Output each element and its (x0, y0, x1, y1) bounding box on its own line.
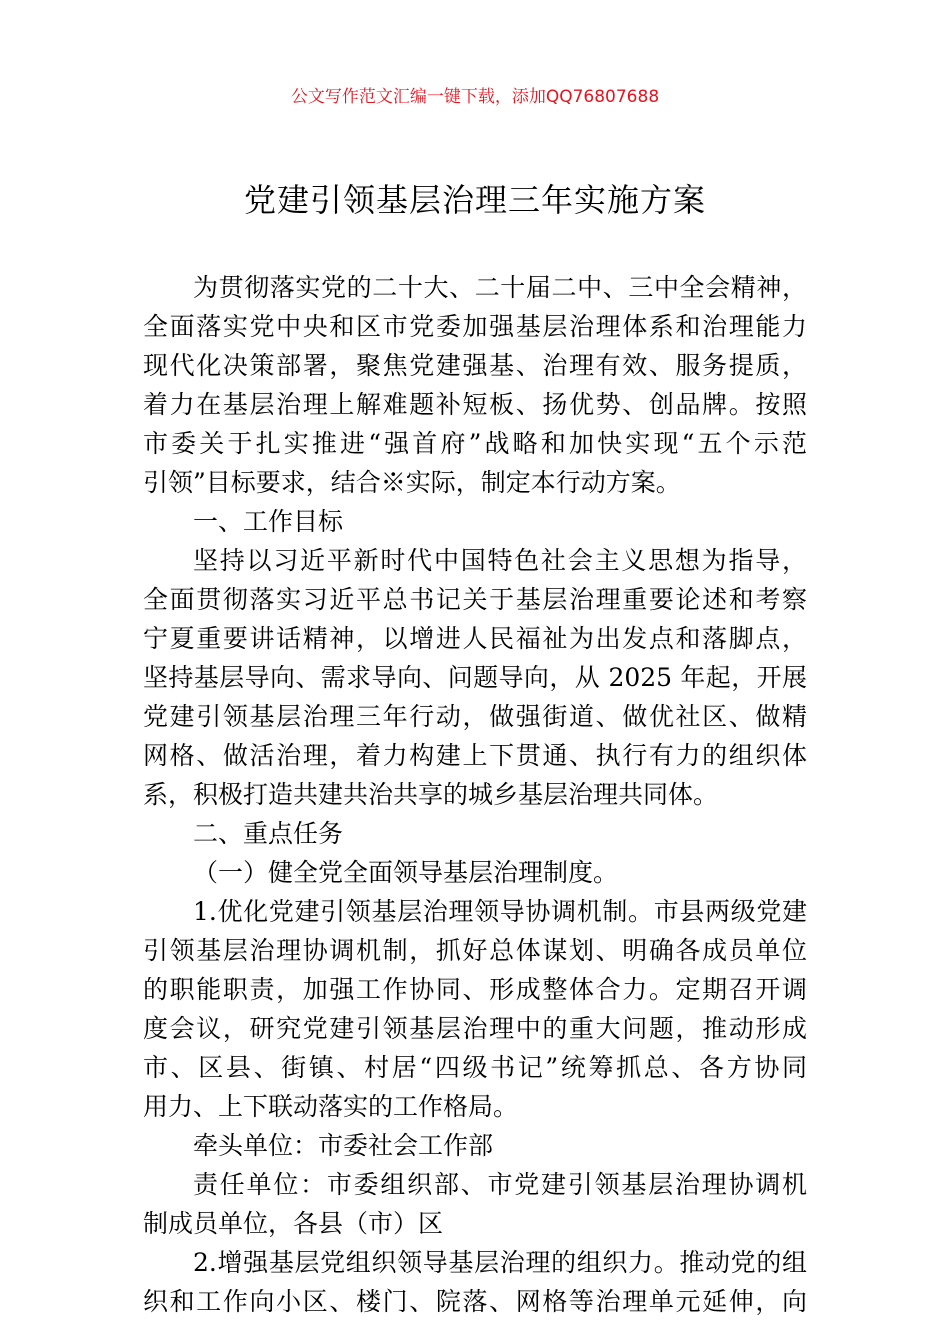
text-line: 市、区县、街镇、村居“四级书记”统筹抓总、各方协同 (143, 1053, 807, 1082)
text-line: 着力在基层治理上解难题补短板、扬优势、创品牌。按照 (143, 390, 807, 419)
text-line: 制成员单位，各县（市）区 (143, 1209, 444, 1238)
section-heading-tasks: 二、重点任务 (193, 819, 344, 848)
text-line: 全面贯彻落实习近平总书记关于基层治理重要论述和考察 (143, 585, 807, 614)
text-line: 度会议，研究党建引领基层治理中的重大问题，推动形成 (143, 1014, 807, 1043)
text-line: 现代化决策部署，聚焦党建强基、治理有效、服务提质， (143, 351, 807, 380)
lead-unit-line: 牵头单位：市委社会工作部 (193, 1131, 494, 1160)
text-line: 市委关于扎实推进“强首府”战略和加快实现“五个示范 (143, 429, 807, 458)
text-line: 系，积极打造共建共治共享的城乡基层治理共同体。 (143, 780, 719, 809)
paragraph-task-2 (143, 1243, 807, 1321)
text-line: 织和工作向小区、楼门、院落、网格等治理单元延伸，向 (143, 1287, 807, 1316)
text-line: 全面落实党中央和区市党委加强基层治理体系和治理能力 (143, 312, 807, 341)
text-line: 责任单位：市委组织部、市党建引领基层治理协调机 (193, 1170, 807, 1199)
section-heading-goals: 一、工作目标 (193, 507, 344, 536)
paragraph-responsible-units (143, 1165, 807, 1243)
text-line: 用力、上下联动落实的工作格局。 (143, 1092, 519, 1121)
promo-banner: 公文写作范文汇编一键下载，添加QQ76807688 (290, 87, 660, 107)
paragraph-intro (143, 268, 807, 502)
document-title: 党建引领基层治理三年实施方案 (243, 181, 706, 219)
text-line: 引领”目标要求，结合※实际，制定本行动方案。 (143, 468, 681, 497)
text-line: 引领基层治理协调机制，抓好总体谋划、明确各成员单位 (143, 936, 807, 965)
paragraph-goals (143, 541, 807, 814)
subsection-heading: （一）健全党全面领导基层治理制度。 (193, 858, 619, 887)
text-line: 坚持以习近平新时代中国特色社会主义思想为指导， (193, 546, 807, 575)
text-line: 党建引领基层治理三年行动，做强街道、做优社区、做精 (143, 702, 807, 731)
text-line: 的职能职责，加强工作协同、形成整体合力。定期召开调 (143, 975, 807, 1004)
text-line: 为贯彻落实党的二十大、二十届二中、三中全会精神， (193, 273, 807, 302)
text-line: 2.增强基层党组织领导基层治理的组织力。推动党的组 (193, 1248, 807, 1277)
text-line: 坚持基层导向、需求导向、问题导向，从 2025 年起，开展 (143, 663, 807, 692)
paragraph-task-1 (143, 892, 807, 1126)
text-line: 网格、做活治理，着力构建上下贯通、执行有力的组织体 (143, 741, 807, 770)
text-line: 宁夏重要讲话精神，以增进人民福祉为出发点和落脚点， (143, 624, 807, 653)
text-line: 1.优化党建引领基层治理领导协调机制。市县两级党建 (193, 897, 807, 926)
document-body (143, 268, 807, 1321)
